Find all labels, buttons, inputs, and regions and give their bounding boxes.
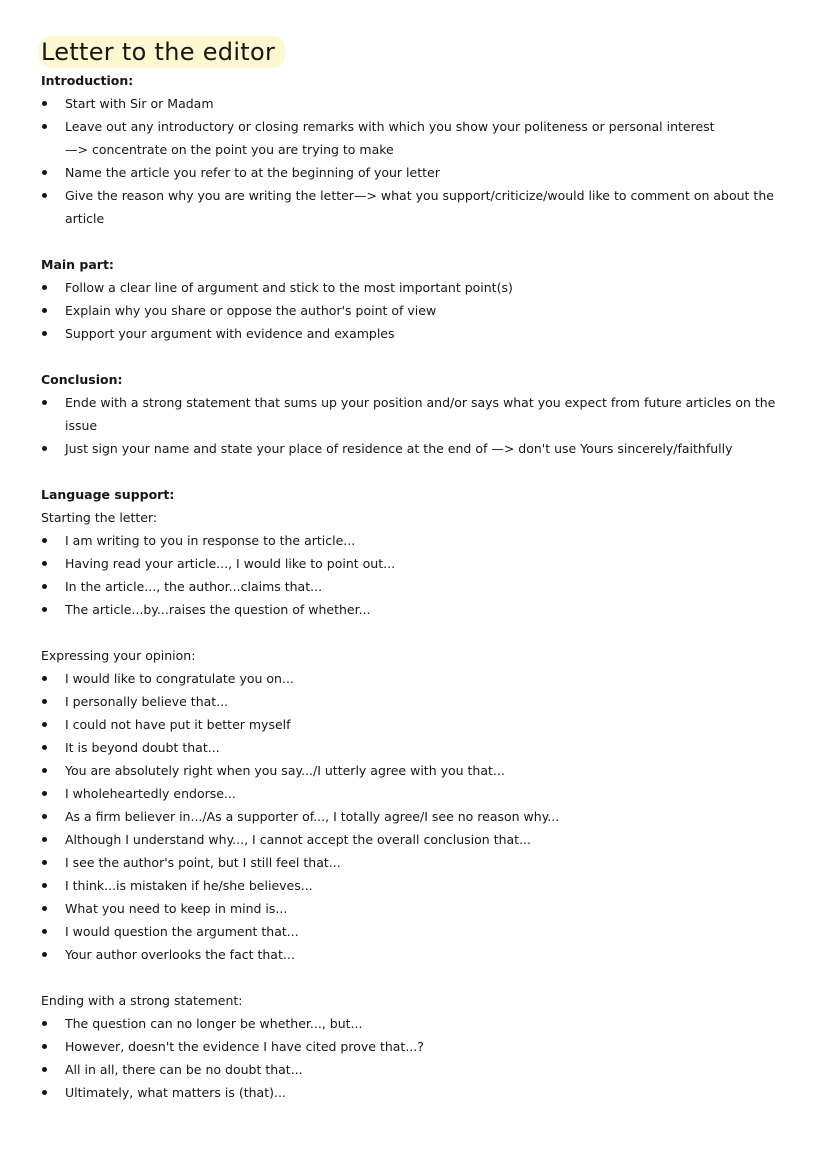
main-part-list bbox=[41, 276, 791, 345]
list-item: Name the article you refer to at the beginning of your letter bbox=[41, 161, 791, 184]
starting-letter-list bbox=[41, 529, 791, 621]
starting-letter-label: Starting the letter: bbox=[41, 510, 158, 525]
bullet-icon bbox=[42, 124, 47, 129]
page-title: Letter to the editor bbox=[39, 36, 285, 68]
introduction-heading: Introduction: bbox=[41, 69, 139, 92]
conclusion-heading: Conclusion: bbox=[41, 368, 128, 391]
list-item: Start with Sir or Madam bbox=[41, 92, 791, 115]
list-item: I would question the argument that... bbox=[41, 920, 791, 943]
list-item-continuation: article bbox=[65, 211, 105, 226]
bullet-icon bbox=[42, 1067, 47, 1072]
bullet-icon bbox=[42, 906, 47, 911]
bullet-icon bbox=[42, 814, 47, 819]
bullet-icon bbox=[42, 929, 47, 934]
bullet-icon bbox=[42, 860, 47, 865]
introduction-section bbox=[41, 69, 791, 230]
ending-statement-label: Ending with a strong statement: bbox=[41, 993, 243, 1008]
list-item: Ende with a strong statement that sums up your position and/or says what you expect from future articles on the issue bbox=[41, 391, 791, 437]
bullet-icon bbox=[42, 952, 47, 957]
expressing-opinion-section bbox=[41, 644, 791, 966]
list-item: Leave out any introductory or closing remarks with which you show your politeness or personal interest —> concentrate on the point you are trying to make bbox=[41, 115, 791, 161]
list-item: The question can no longer be whether..., but... bbox=[41, 1012, 791, 1035]
bullet-icon bbox=[42, 400, 47, 405]
bullet-icon bbox=[42, 584, 47, 589]
list-item-continuation: —> concentrate on the point you are trying to make bbox=[65, 142, 394, 157]
expressing-opinion-label: Expressing your opinion: bbox=[41, 648, 196, 663]
bullet-icon bbox=[42, 561, 47, 566]
bullet-icon bbox=[42, 768, 47, 773]
list-item: I think...is mistaken if he/she believes... bbox=[41, 874, 791, 897]
language-support-heading: Language support: bbox=[41, 483, 180, 506]
bullet-icon bbox=[42, 883, 47, 888]
list-item: Support your argument with evidence and examples bbox=[41, 322, 791, 345]
list-item-continuation: issue bbox=[65, 418, 98, 433]
list-item: However, doesn't the evidence I have cited prove that...? bbox=[41, 1035, 791, 1058]
bullet-icon bbox=[42, 193, 47, 198]
list-item: Just sign your name and state your place of residence at the end of —> don't use Yours sincerely/faithfully bbox=[41, 437, 791, 460]
bullet-icon bbox=[42, 446, 47, 451]
introduction-list bbox=[41, 92, 791, 230]
ending-statement-list bbox=[41, 1012, 791, 1104]
main-part-heading: Main part: bbox=[41, 253, 120, 276]
bullet-icon bbox=[42, 1021, 47, 1026]
list-item: In the article..., the author...claims that... bbox=[41, 575, 791, 598]
list-item: I would like to congratulate you on... bbox=[41, 667, 791, 690]
bullet-icon bbox=[42, 1044, 47, 1049]
ending-statement-section bbox=[41, 989, 791, 1104]
language-support-section bbox=[41, 483, 791, 621]
list-item: It is beyond doubt that... bbox=[41, 736, 791, 759]
bullet-icon bbox=[42, 538, 47, 543]
bullet-icon bbox=[42, 101, 47, 106]
list-item: I see the author's point, but I still feel that... bbox=[41, 851, 791, 874]
expressing-opinion-list bbox=[41, 667, 791, 966]
list-item: The article...by...raises the question of whether... bbox=[41, 598, 791, 621]
bullet-icon bbox=[42, 1090, 47, 1095]
document bbox=[41, 36, 791, 1127]
list-item: You are absolutely right when you say.../I utterly agree with you that... bbox=[41, 759, 791, 782]
list-item: I could not have put it better myself bbox=[41, 713, 791, 736]
bullet-icon bbox=[42, 699, 47, 704]
list-item: Give the reason why you are writing the letter—> what you support/criticize/would like to comment on about the article bbox=[41, 184, 791, 230]
bullet-icon bbox=[42, 745, 47, 750]
list-item: I wholeheartedly endorse... bbox=[41, 782, 791, 805]
bullet-icon bbox=[42, 331, 47, 336]
list-item: I personally believe that... bbox=[41, 690, 791, 713]
conclusion-list bbox=[41, 391, 791, 460]
bullet-icon bbox=[42, 607, 47, 612]
list-item: As a firm believer in.../As a supporter of..., I totally agree/I see no reason why... bbox=[41, 805, 791, 828]
list-item: Although I understand why..., I cannot accept the overall conclusion that... bbox=[41, 828, 791, 851]
list-item: All in all, there can be no doubt that... bbox=[41, 1058, 791, 1081]
main-part-section bbox=[41, 253, 791, 345]
list-item: Follow a clear line of argument and stick to the most important point(s) bbox=[41, 276, 791, 299]
conclusion-section bbox=[41, 368, 791, 460]
list-item: Your author overlooks the fact that... bbox=[41, 943, 791, 966]
list-item: What you need to keep in mind is... bbox=[41, 897, 791, 920]
bullet-icon bbox=[42, 676, 47, 681]
bullet-icon bbox=[42, 170, 47, 175]
list-item: Ultimately, what matters is (that)... bbox=[41, 1081, 791, 1104]
list-item: Explain why you share or oppose the author's point of view bbox=[41, 299, 791, 322]
list-item: Having read your article..., I would like to point out... bbox=[41, 552, 791, 575]
bullet-icon bbox=[42, 837, 47, 842]
bullet-icon bbox=[42, 308, 47, 313]
bullet-icon bbox=[42, 791, 47, 796]
list-item: I am writing to you in response to the article... bbox=[41, 529, 791, 552]
bullet-icon bbox=[42, 285, 47, 290]
bullet-icon bbox=[42, 722, 47, 727]
